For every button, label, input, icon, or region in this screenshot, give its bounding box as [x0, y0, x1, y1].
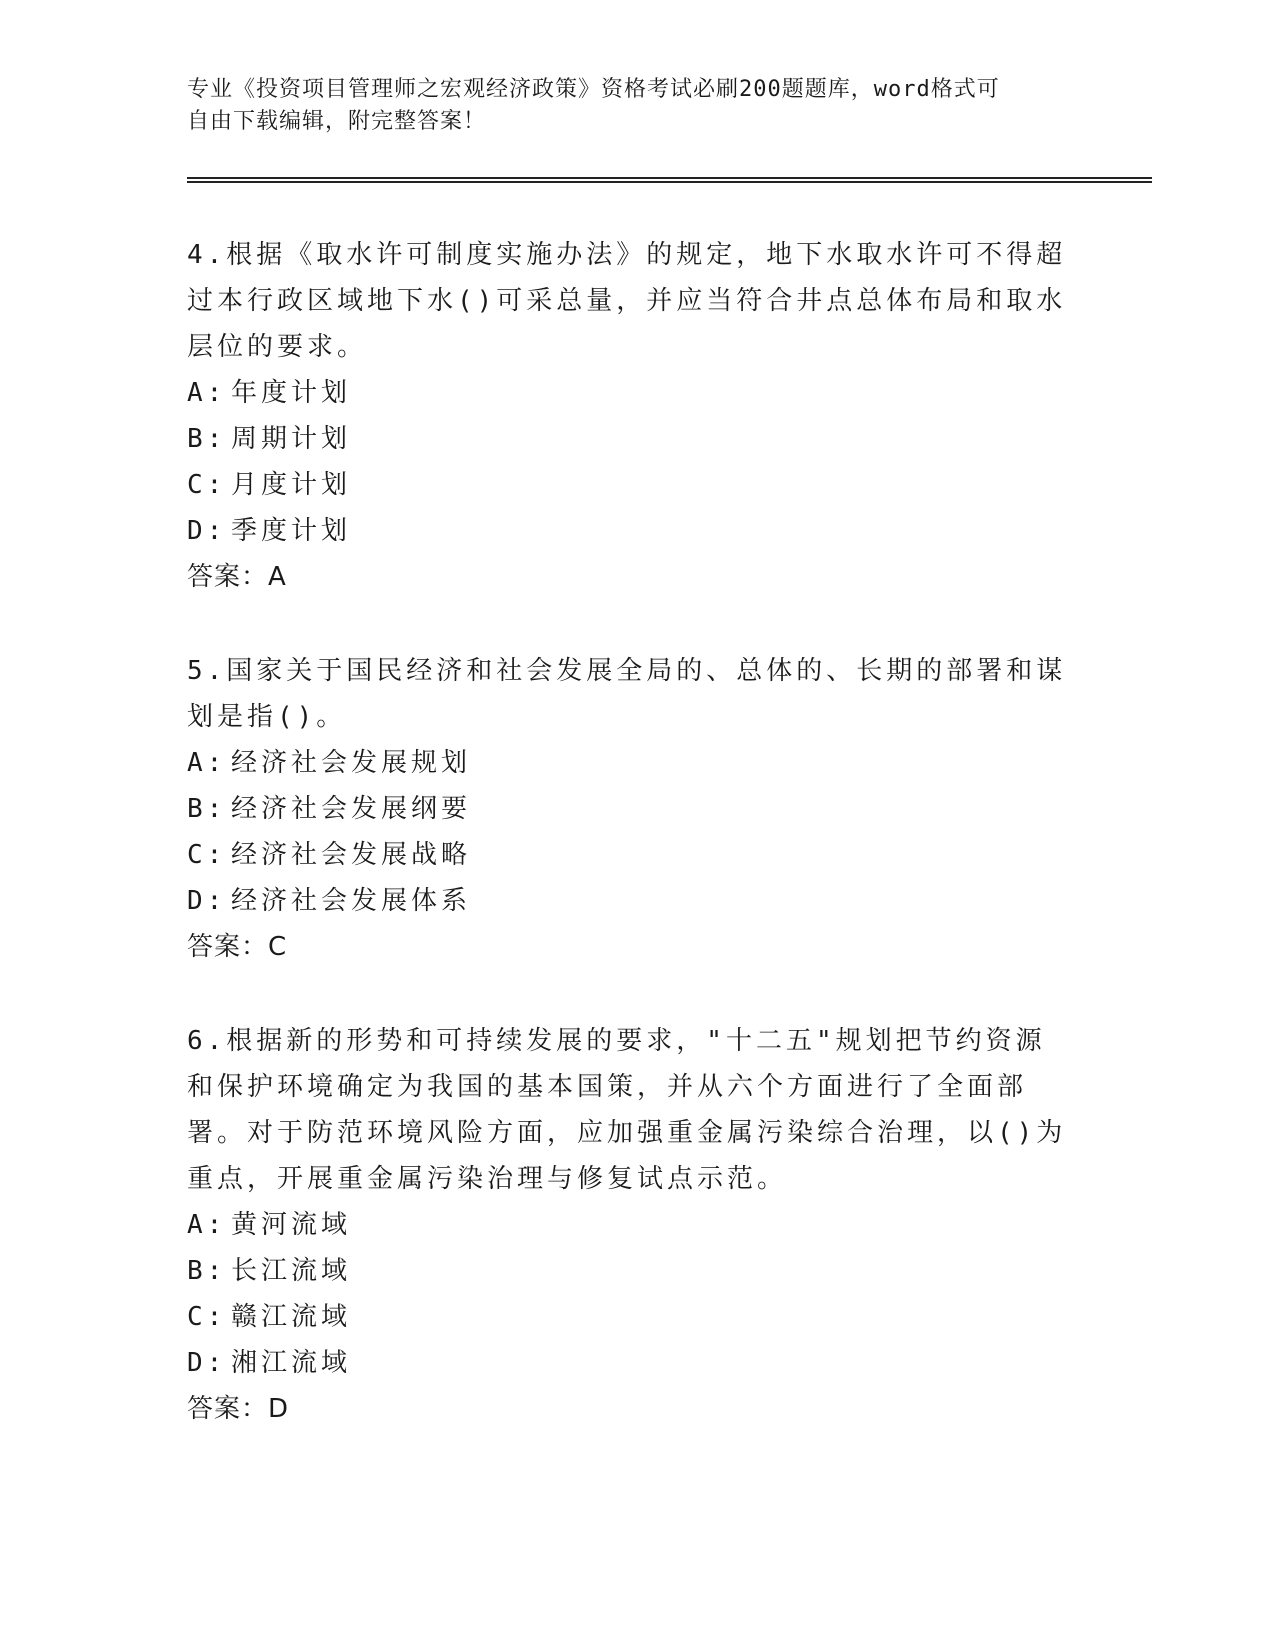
option-text: 经济社会发展纲要: [231, 794, 472, 824]
option-text: 年度计划: [231, 378, 352, 408]
option-b: [187, 1248, 1067, 1294]
question-stem: 4.根据《取水许可制度实施办法》的规定，地下水取水许可不得超过本行政区域地下水()可采总量，并应当符合井点总体布局和取水层位的要求。: [187, 240, 1067, 362]
option-key: C:: [187, 840, 227, 870]
option-key: D:: [187, 516, 227, 546]
question-6: [187, 1018, 1067, 1432]
option-text: 经济社会发展体系: [231, 886, 472, 916]
option-b: [187, 786, 1067, 832]
option-text: 赣江流域: [231, 1302, 352, 1332]
option-a: [187, 1202, 1067, 1248]
answer-label: 答案：A: [187, 562, 287, 592]
answer-label: 答案：C: [187, 932, 288, 962]
option-key: C:: [187, 1302, 227, 1332]
header-divider: [187, 177, 1152, 183]
option-text: 长江流域: [231, 1256, 352, 1286]
header-line-2: 自由下载编辑，附完整答案！: [187, 109, 487, 134]
option-key: D:: [187, 1348, 227, 1378]
question-list: [187, 232, 1067, 1480]
page-header: [187, 74, 1067, 138]
option-c: [187, 462, 1067, 508]
option-d: [187, 1340, 1067, 1386]
header-line-1: 专业《投资项目管理师之宏观经济政策》资格考试必刷200题题库，word格式可: [187, 77, 1000, 102]
option-a: [187, 740, 1067, 786]
option-key: B:: [187, 424, 227, 454]
option-text: 周期计划: [231, 424, 352, 454]
option-key: A:: [187, 378, 227, 408]
option-c: [187, 832, 1067, 878]
question-stem: 5.国家关于国民经济和社会发展全局的、总体的、长期的部署和谋划是指()。: [187, 656, 1067, 732]
option-key: A:: [187, 748, 227, 778]
option-key: B:: [187, 1256, 227, 1286]
option-b: [187, 416, 1067, 462]
option-d: [187, 878, 1067, 924]
option-key: A:: [187, 1210, 227, 1240]
option-text: 黄河流域: [231, 1210, 352, 1240]
question-stem: 6.根据新的形势和可持续发展的要求，"十二五"规划把节约资源和保护环境确定为我国的基本国策，并从六个方面进行了全面部署。对于防范环境风险方面，应加强重金属污染综合治理，以()为重点，开展重金属污染治理与修复试点示范。: [187, 1026, 1067, 1194]
option-text: 经济社会发展规划: [231, 748, 472, 778]
option-text: 月度计划: [231, 470, 352, 500]
option-key: C:: [187, 470, 227, 500]
question-5: [187, 648, 1067, 970]
option-a: [187, 370, 1067, 416]
option-d: [187, 508, 1067, 554]
option-key: D:: [187, 886, 227, 916]
question-4: [187, 232, 1067, 600]
answer-label: 答案：D: [187, 1394, 290, 1424]
option-text: 经济社会发展战略: [231, 840, 472, 870]
option-c: [187, 1294, 1067, 1340]
option-key: B:: [187, 794, 227, 824]
option-text: 湘江流域: [231, 1348, 352, 1378]
option-text: 季度计划: [231, 516, 352, 546]
